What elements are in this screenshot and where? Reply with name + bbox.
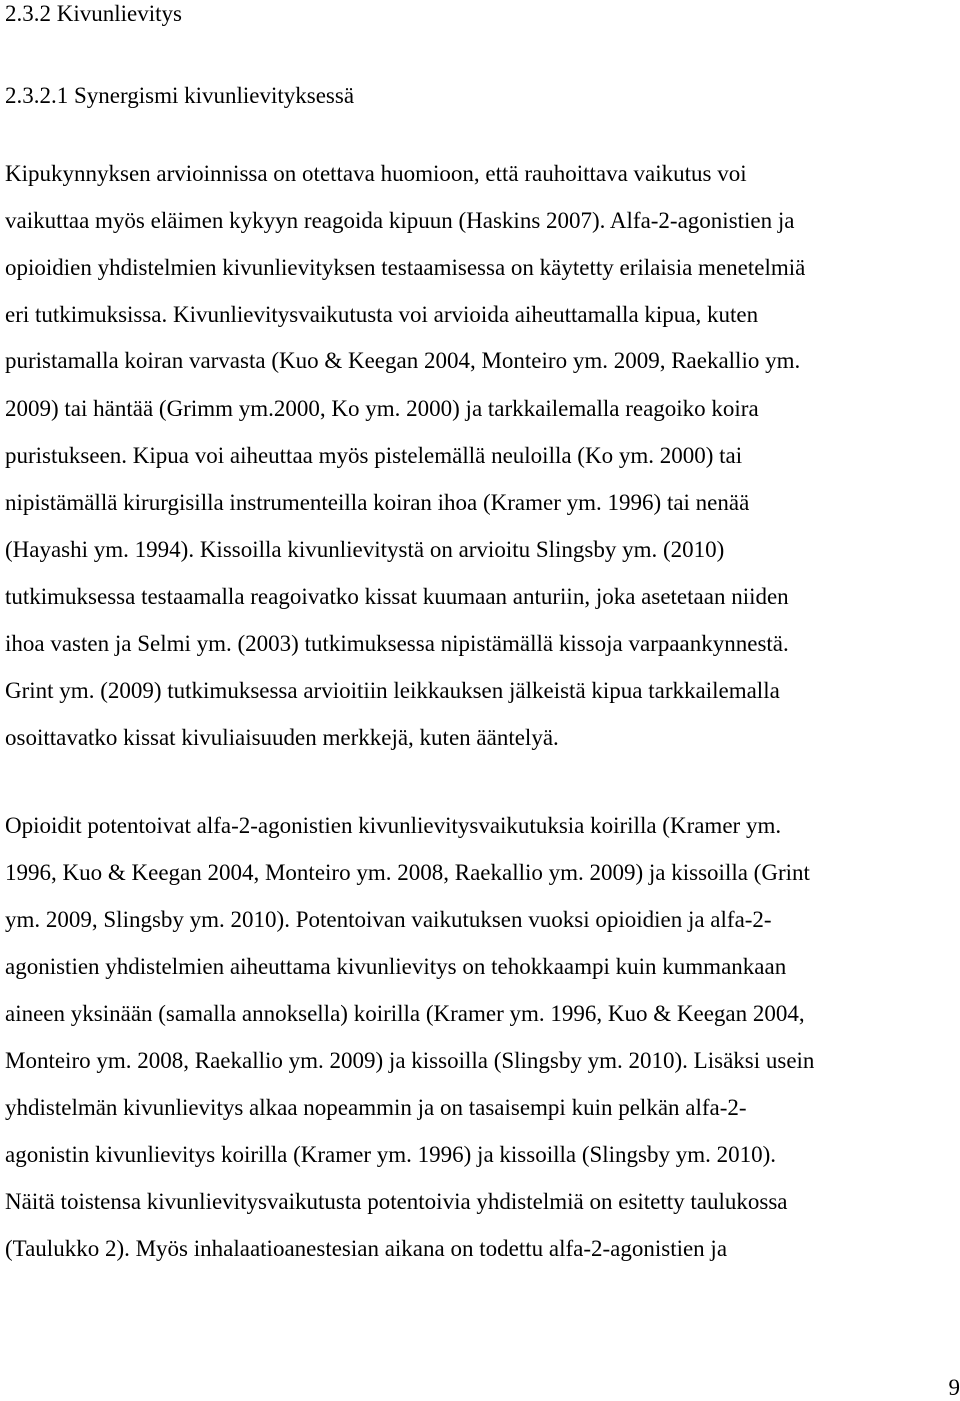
paragraph-line: yhdistelmän kivunlievitys alkaa nopeammin ja on tasaisempi kuin pelkän alfa-2- [5,1095,747,1120]
paragraph-line: eri tutkimuksissa. Kivunlievitysvaikutusta voi arvioida aiheuttamalla kipua, kuten [5,302,759,327]
paragraph-line: Opioidit potentoivat alfa-2-agonistien kivunlievitysvaikutuksia koirilla (Kramer ym. [5,813,782,838]
paragraph-line: osoittavatko kissat kivuliaisuuden merkkejä, kuten ääntelyä. [5,725,559,750]
paragraph-line: (Taulukko 2). Myös inhalaatioanestesian aikana on todettu alfa-2-agonistien ja [5,1236,728,1261]
paragraph-line: ihoa vasten ja Selmi ym. (2003) tutkimuksessa nipistämällä kissoja varpaankynnestä. [5,631,789,656]
paragraph-line: aineen yksinään (samalla annoksella) koirilla (Kramer ym. 1996, Kuo & Keegan 2004, [5,1001,805,1026]
paragraph-line: puristamalla koiran varvasta (Kuo & Keegan 2004, Monteiro ym. 2009, Raekallio ym. [5,348,801,373]
paragraph-line: opioidien yhdistelmien kivunlievityksen testaamisessa on käytetty erilaisia menetelmiä [5,255,806,280]
paragraph-line: (Hayashi ym. 1994). Kissoilla kivunlievitystä on arvioitu Slingsby ym. (2010) [5,537,725,562]
page-number: 9 [948,1375,960,1400]
paragraph-line: agonistin kivunlievitys koirilla (Kramer ym. 1996) ja kissoilla (Slingsby ym. 2010). [5,1142,777,1167]
paragraph-line: puristukseen. Kipua voi aiheuttaa myös pistelemällä neuloilla (Ko ym. 2000) tai [5,443,743,468]
paragraph-line: 1996, Kuo & Keegan 2004, Monteiro ym. 2008, Raekallio ym. 2009) ja kissoilla (Grint [5,860,810,885]
paragraph-line: agonistien yhdistelmien aiheuttama kivunlievitys on tehokkaampi kuin kummankaan [5,954,787,979]
paragraph-line: Monteiro ym. 2008, Raekallio ym. 2009) ja kissoilla (Slingsby ym. 2010). Lisäksi usein [5,1048,815,1073]
subsection-heading: 2.3.2.1 Synergismi kivunlievityksessä [5,83,355,108]
section-heading: 2.3.2 Kivunlievitys [5,1,182,26]
paragraph-line: vaikuttaa myös eläimen kykyyn reagoida kipuun (Haskins 2007). Alfa-2-agonistien ja [5,208,795,233]
paragraph-line: Kipukynnyksen arvioinnissa on otettava huomioon, että rauhoittava vaikutus voi [5,161,747,186]
paragraph-1 [5,150,955,761]
paragraph-line: nipistämällä kirurgisilla instrumenteilla koiran ihoa (Kramer ym. 1996) tai nenää [5,490,750,515]
paragraph-line: ym. 2009, Slingsby ym. 2010). Potentoivan vaikutuksen vuoksi opioidien ja alfa-2- [5,907,772,932]
paragraph-2 [5,802,955,1272]
paragraph-line: Näitä toistensa kivunlievitysvaikutusta potentoivia yhdistelmiä on esitetty taulukossa [5,1189,788,1214]
paragraph-line: Grint ym. (2009) tutkimuksessa arvioitiin leikkauksen jälkeistä kipua tarkkailemalla [5,678,780,703]
paragraph-line: 2009) tai häntää (Grimm ym.2000, Ko ym. 2000) ja tarkkailemalla reagoiko koira [5,396,759,421]
paragraph-line: tutkimuksessa testaamalla reagoivatko kissat kuumaan anturiin, joka asetetaan niiden [5,584,789,609]
